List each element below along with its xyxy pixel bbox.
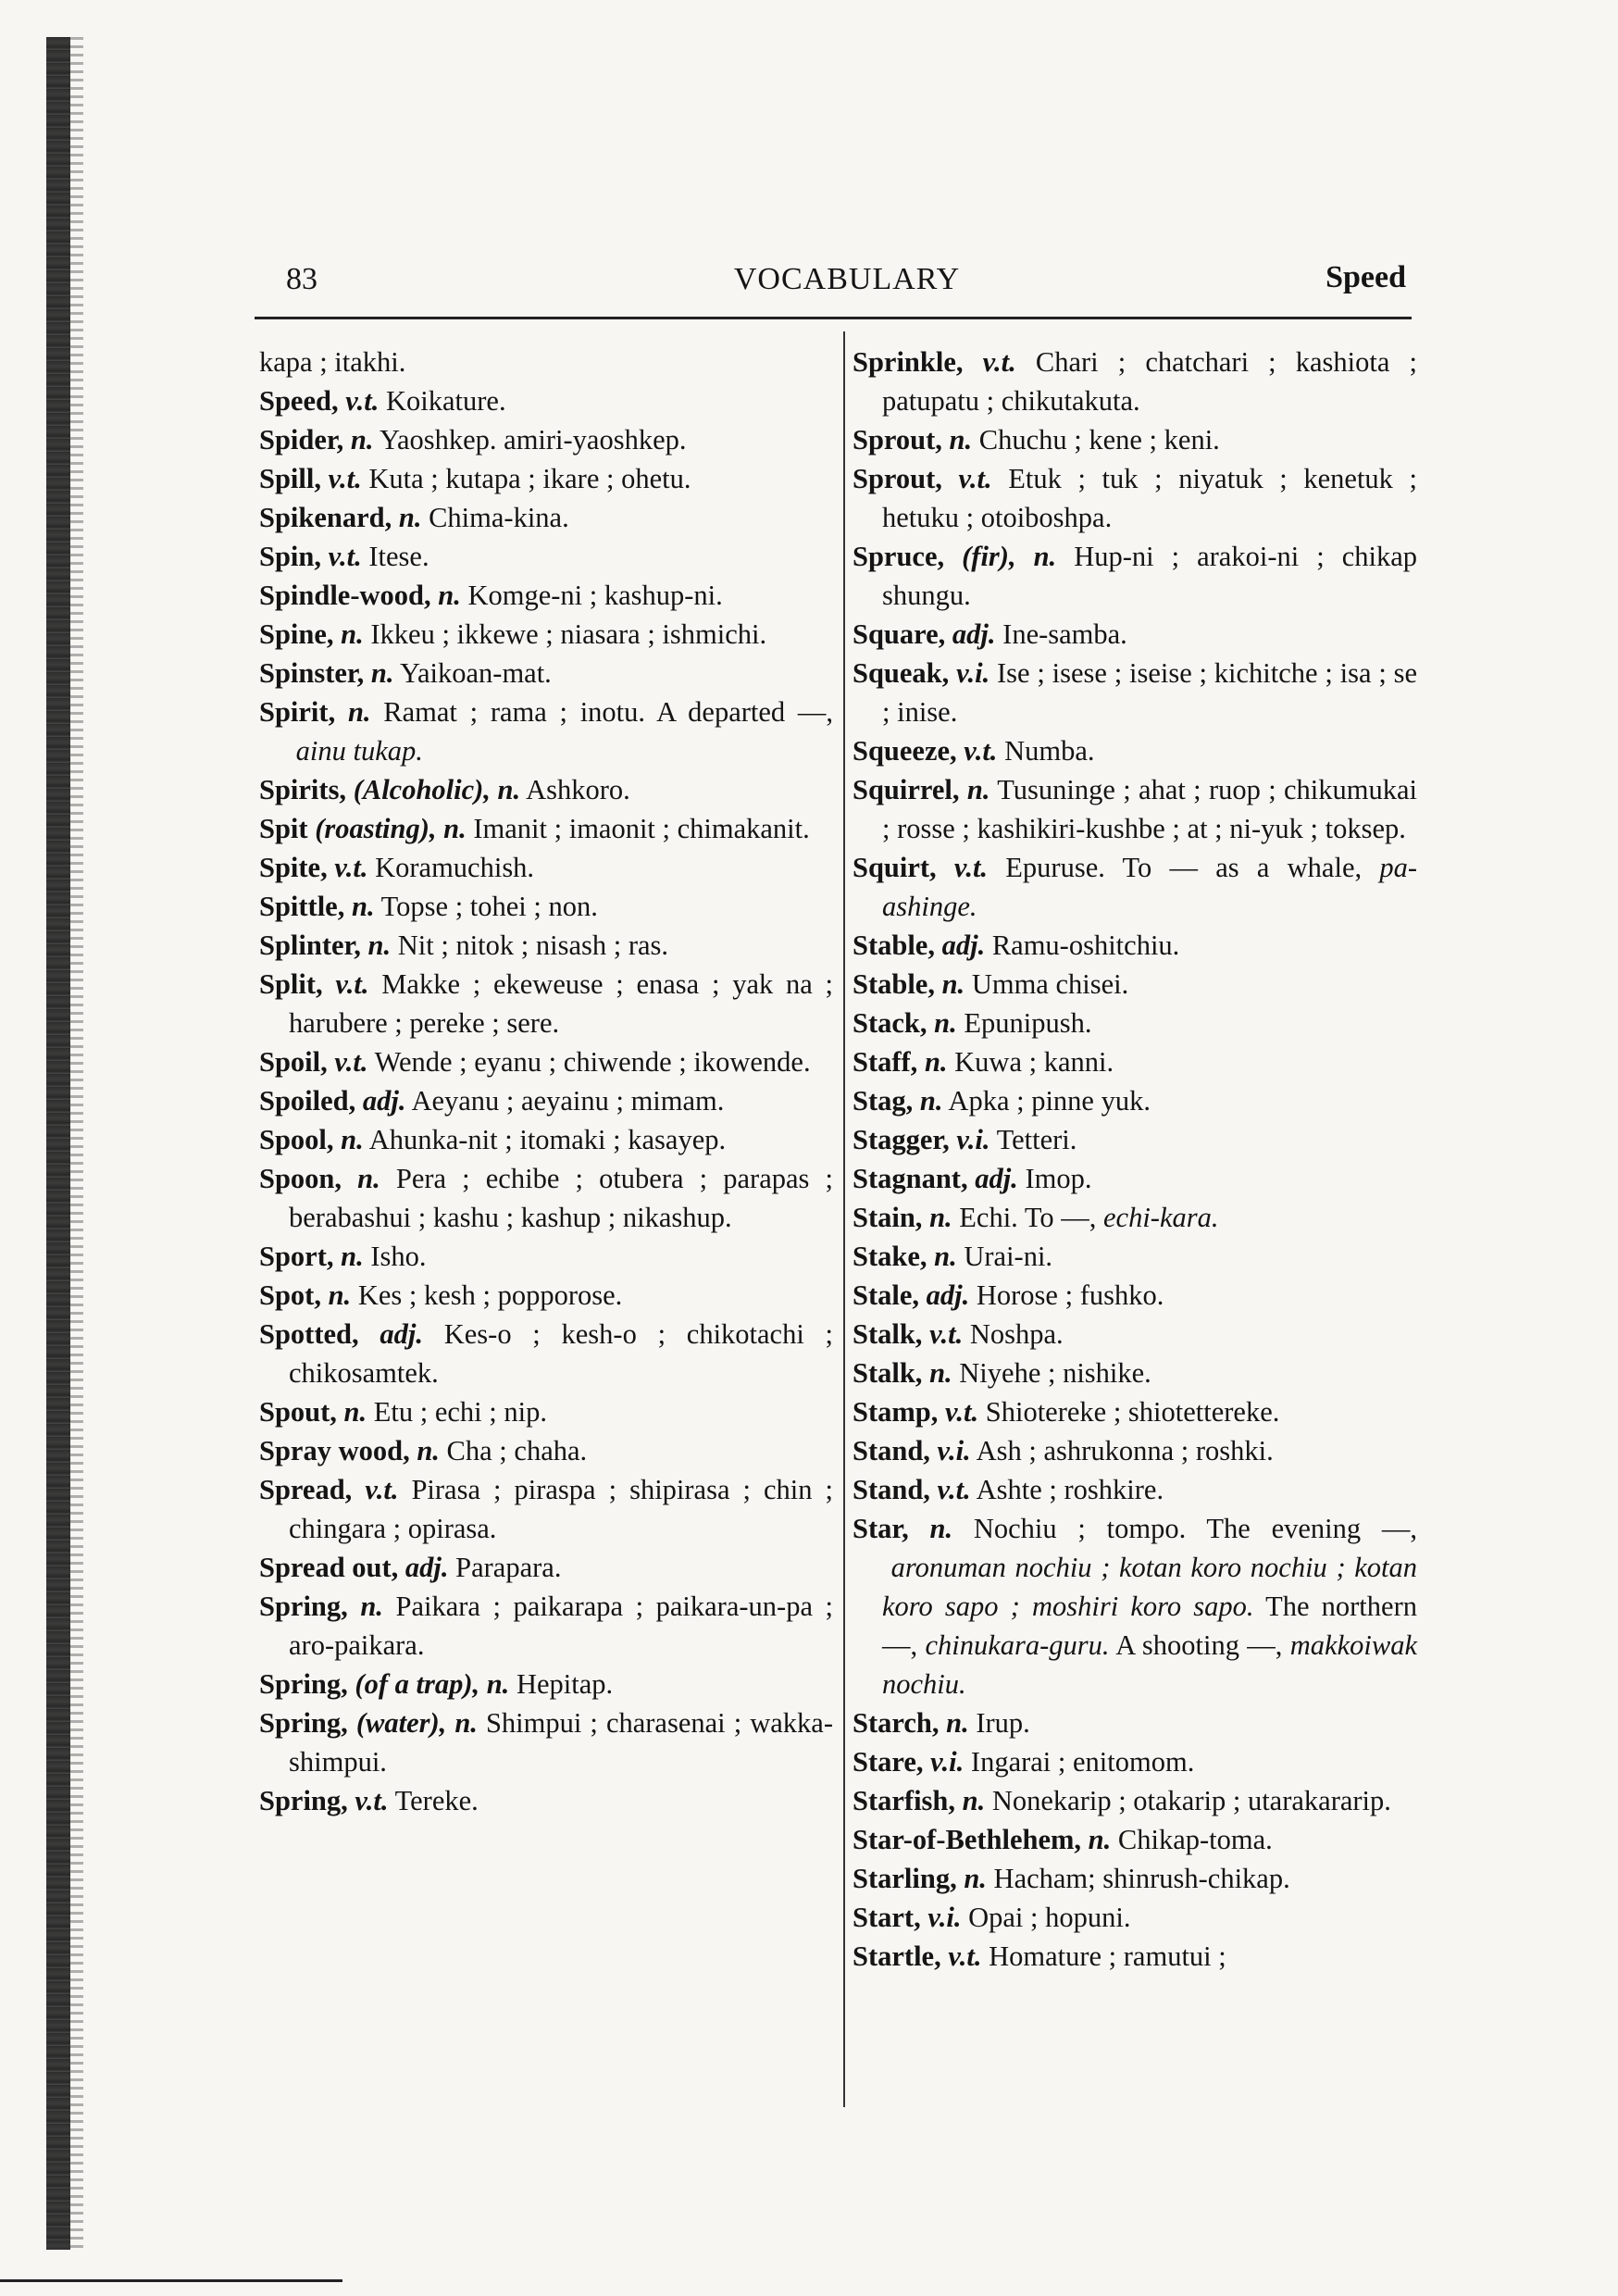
entry-part-of-speech: v.t.	[335, 968, 369, 1000]
dictionary-entry	[853, 848, 1417, 926]
entry-definition: Chuchu ; kene ; keni.	[978, 424, 1220, 455]
dictionary-entry	[259, 1431, 833, 1470]
entry-part-of-speech: adj.	[952, 618, 996, 650]
dictionary-entry	[259, 1120, 833, 1159]
entry-definition: Kuta ; kutapa ; ikare ; ohetu.	[368, 463, 691, 494]
entry-part-of-speech: adj.	[941, 930, 986, 961]
entry-definition: Umma chisei.	[971, 968, 1129, 1000]
dictionary-entry	[853, 1354, 1417, 1392]
entry-headword: Spider,	[259, 424, 344, 455]
dictionary-entry	[259, 615, 833, 654]
entry-headword: Spindle-wood,	[259, 580, 431, 611]
entry-headword: Sprout,	[853, 424, 942, 455]
entry-part-of-speech: v.t.	[982, 346, 1016, 378]
entry-definition: Horose ; fushko.	[976, 1279, 1164, 1311]
entry-part-of-speech: n.	[357, 1163, 380, 1194]
entry-part-of-speech: v.t.	[953, 852, 989, 883]
entry-headword: Spoiled,	[259, 1085, 356, 1117]
entry-definition: Imanit ; imaonit ; chimakanit.	[473, 813, 810, 844]
entry-headword: Spot,	[259, 1279, 321, 1311]
entry-definition: Imop.	[1025, 1163, 1092, 1194]
entry-definition: Ashkoro.	[526, 774, 630, 805]
entry-part-of-speech: n.	[367, 930, 392, 961]
entry-definition: Parapara.	[455, 1552, 562, 1583]
entry-headword: Squirrel,	[853, 774, 960, 805]
dictionary-entry	[853, 926, 1417, 965]
binding-shadow	[70, 37, 83, 2250]
dictionary-entry	[853, 1004, 1417, 1042]
entry-part-of-speech: adj.	[926, 1279, 970, 1311]
entry-headword: Star,	[853, 1513, 909, 1544]
entry-headword: Stand,	[853, 1474, 930, 1505]
dictionary-entry	[259, 654, 833, 693]
entry-definition: Topse ; tohei ; non.	[380, 891, 598, 922]
entry-definition: Kes-o ; kesh-o ; chikotachi ; chikosamtek.	[289, 1318, 834, 1389]
entry-headword: Stable,	[853, 930, 935, 961]
entry-part-of-speech: n.	[341, 1241, 364, 1272]
entry-definition: Ramat ; rama ; inotu. A departed —,	[383, 696, 834, 728]
dictionary-entry	[259, 1470, 833, 1548]
entry-headword: Sprinkle,	[853, 346, 964, 378]
entry-headword: Spoil,	[259, 1046, 328, 1078]
entry-headword: Stalk,	[853, 1318, 923, 1350]
dictionary-entry	[259, 498, 833, 537]
dictionary-entry	[853, 1509, 1417, 1703]
entry-definition: Tusuninge ; ahat ; ruop ; chikumukai ; rosse ; kashikiri-kushbe ; at ; ni-yuk ; toksep.	[882, 774, 1418, 844]
entry-headword: Starch,	[853, 1707, 940, 1739]
entry-headword: Square,	[853, 618, 946, 650]
dictionary-entry	[259, 1781, 833, 1820]
entry-definition: Itese.	[368, 541, 429, 572]
dictionary-entry	[853, 1820, 1417, 1859]
entry-definition: The northern —,	[882, 1591, 1417, 1661]
dictionary-entry	[853, 1703, 1417, 1742]
dictionary-entry	[259, 693, 833, 770]
entry-definition: Noshpa.	[969, 1318, 1064, 1350]
dictionary-entry	[259, 1392, 833, 1431]
entry-part-of-speech: n.	[946, 1707, 969, 1739]
right-column	[853, 343, 1417, 1976]
entry-part-of-speech: adj.	[404, 1552, 449, 1583]
dictionary-entry	[853, 1898, 1417, 1937]
column-divider	[843, 331, 845, 2107]
entry-definition: Ahunka-nit ; itomaki ; kasayep.	[368, 1124, 727, 1155]
entry-definition: Ikkeu ; ikkewe ; niasara ; ishmichi.	[370, 618, 767, 650]
entry-definition: Nit ; nitok ; nisash ; ras.	[397, 930, 669, 961]
page-header	[282, 255, 1412, 310]
entry-definition: Aeyanu ; aeyainu ; mimam.	[411, 1085, 725, 1117]
entry-part-of-speech: n.	[964, 1863, 987, 1894]
entry-definition: Ise ; isese ; iseise ; kichitche ; isa ; se ; inise.	[882, 657, 1417, 728]
dictionary-entry	[259, 576, 833, 615]
entry-part-of-speech: n.	[934, 1241, 957, 1272]
entry-definition: kapa ; itakhi.	[259, 346, 406, 378]
dictionary-entry	[259, 770, 833, 809]
entry-headword: Speed,	[259, 385, 339, 417]
dictionary-entry	[853, 1781, 1417, 1820]
entry-part-of-speech: v.t.	[958, 463, 992, 494]
dictionary-entry	[259, 809, 833, 848]
entry-definition: Apka ; pinne yuk.	[948, 1085, 1151, 1117]
entry-headword: Start,	[853, 1902, 921, 1933]
dictionary-entry	[259, 965, 833, 1042]
entry-definition: Epunipush.	[964, 1007, 1092, 1039]
entry-headword: Stack,	[853, 1007, 927, 1039]
dictionary-entry	[853, 1470, 1417, 1509]
entry-ainu-gloss: aronuman nochiu ; kotan koro nochiu ; kotan koro sapo ; moshiri koro sapo.	[882, 1552, 1417, 1622]
entry-part-of-speech: v.i.	[930, 1746, 965, 1778]
entry-definition: Ashte ; roshkire.	[976, 1474, 1164, 1505]
entry-part-of-speech: n.	[924, 1046, 948, 1078]
entry-part-of-speech: n.	[341, 618, 364, 650]
entry-part-of-speech: v.t.	[929, 1318, 964, 1350]
entry-definition: Paikara ; paikarapa ; paikara-un-pa ; aro-paikara.	[289, 1591, 834, 1661]
entry-part-of-speech: v.i.	[956, 657, 990, 689]
entry-definition: Niyehe ; nishike.	[959, 1357, 1151, 1389]
dictionary-entry	[853, 1859, 1417, 1898]
entry-headword: Stale,	[853, 1279, 920, 1311]
entry-part-of-speech: v.t.	[328, 541, 362, 572]
entry-part-of-speech: n.	[398, 502, 422, 533]
entry-definition: Urai-ni.	[964, 1241, 1053, 1272]
entry-definition: Hacham; shinrush-chikap.	[993, 1863, 1290, 1894]
entry-headword: Stare,	[853, 1746, 924, 1778]
entry-ainu-gloss: makkoiwak nochiu.	[882, 1629, 1417, 1700]
dictionary-entry	[853, 420, 1417, 459]
entry-part-of-speech: n.	[929, 1202, 952, 1233]
entry-definition: Ash ; ashrukonna ; roshki.	[976, 1435, 1274, 1466]
entry-ainu-gloss: chinukara-guru.	[925, 1629, 1110, 1661]
entry-definition: Makke ; ekeweuse ; enasa ; yak na ; harubere ; pereke ; sere.	[289, 968, 833, 1039]
entry-definition: Wende ; eyanu ; chiwende ; ikowende.	[374, 1046, 811, 1078]
entry-part-of-speech: v.t.	[334, 1046, 368, 1078]
entry-part-of-speech: n.	[417, 1435, 440, 1466]
dictionary-entry	[259, 1159, 833, 1237]
entry-definition: Ramu-oshitchiu.	[991, 930, 1180, 961]
entry-part-of-speech: n.	[1088, 1824, 1112, 1855]
entry-headword: Spread,	[259, 1474, 353, 1505]
entry-part-of-speech: v.t.	[328, 463, 362, 494]
entry-headword: Squeak,	[853, 657, 950, 689]
entry-part-of-speech: v.t.	[355, 1785, 389, 1816]
entry-part-of-speech: v.i.	[956, 1124, 990, 1155]
dictionary-entry	[259, 1548, 833, 1587]
entry-headword: Sport,	[259, 1241, 334, 1272]
entry-part-of-speech: v.t.	[964, 735, 998, 767]
dictionary-entry	[853, 1042, 1417, 1081]
entry-headword: Spring,	[259, 1668, 348, 1700]
entry-definition: Yaoshkep. amiri-yaoshkep.	[379, 424, 687, 455]
entry-definition: Pirasa ; piraspa ; shipirasa ; chin ; chingara ; opirasa.	[289, 1474, 834, 1544]
dictionary-entry	[259, 420, 833, 459]
entry-headword: Stain,	[853, 1202, 923, 1233]
dictionary-entry	[259, 459, 833, 498]
entry-part-of-speech: n.	[438, 580, 461, 611]
entry-definition: Nonekarip ; otakarip ; utarakararip.	[991, 1785, 1391, 1816]
entry-part-of-speech: v.t.	[365, 1474, 399, 1505]
dictionary-entry	[853, 1159, 1417, 1198]
entry-part-of-speech: n.	[919, 1085, 943, 1117]
entry-definition: A shooting —,	[1115, 1629, 1283, 1661]
dictionary-entry	[259, 1276, 833, 1315]
dictionary-entry	[853, 1237, 1417, 1276]
entry-headword: Stake,	[853, 1241, 927, 1272]
dictionary-entry	[259, 537, 833, 576]
entry-headword: Staff,	[853, 1046, 918, 1078]
entry-ainu-gloss: pa-ashinge.	[882, 852, 1418, 922]
entry-headword: Stamp,	[853, 1396, 939, 1428]
left-column	[259, 343, 833, 1820]
entry-part-of-speech: n.	[351, 891, 375, 922]
entry-definition: Chima-kina.	[429, 502, 569, 533]
entry-definition: Chari ; chatchari ; kashiota ; patupatu ; chikutakuta.	[882, 346, 1417, 417]
entry-part-of-speech: v.i.	[937, 1435, 971, 1466]
entry-part-of-speech: v.t.	[345, 385, 380, 417]
entry-definition: Shiotereke ; shiotettereke.	[985, 1396, 1280, 1428]
entry-headword: Spread out,	[259, 1552, 399, 1583]
entry-definition: Etuk ; tuk ; niyatuk ; kenetuk ; hetuku ; otoiboshpa.	[882, 463, 1418, 533]
entry-headword: Stagger,	[853, 1124, 950, 1155]
entry-part-of-speech: n.	[934, 1007, 957, 1039]
entry-part-of-speech: n.	[350, 424, 374, 455]
entry-part-of-speech: n.	[370, 657, 394, 689]
dictionary-entry	[853, 1392, 1417, 1431]
entry-definition: Chikap-toma.	[1117, 1824, 1273, 1855]
dictionary-entry	[853, 965, 1417, 1004]
entry-part-of-speech: (fir), n.	[962, 541, 1057, 572]
entry-definition: Opai ; hopuni.	[968, 1902, 1131, 1933]
entry-ainu-gloss: ainu tukap.	[295, 735, 423, 767]
dictionary-entry	[259, 848, 833, 887]
entry-part-of-speech: (roasting), n.	[315, 813, 467, 844]
entry-headword: Spin,	[259, 541, 321, 572]
dictionary-entry	[853, 1431, 1417, 1470]
entry-headword: Spinster,	[259, 657, 365, 689]
entry-headword: Startle,	[853, 1940, 941, 1972]
entry-part-of-speech: v.t.	[948, 1940, 982, 1972]
dictionary-entry	[853, 1276, 1417, 1315]
dictionary-entry	[853, 459, 1417, 537]
entry-definition: Ingarai ; enitomom.	[970, 1746, 1195, 1778]
entry-headword: Starling,	[853, 1863, 957, 1894]
entry-headword: Spray wood,	[259, 1435, 410, 1466]
entry-headword: Spruce,	[853, 541, 945, 572]
entry-headword: Spout,	[259, 1396, 337, 1428]
dictionary-entry	[259, 1237, 833, 1276]
entry-definition: Yaikoan-mat.	[400, 657, 552, 689]
entry-headword: Spring,	[259, 1785, 348, 1816]
entry-headword: Spine,	[259, 618, 334, 650]
entry-definition: Koramuchish.	[375, 852, 535, 883]
guide-word: Speed	[1326, 260, 1406, 294]
entry-part-of-speech: n.	[962, 1785, 986, 1816]
entry-definition: Komge-ni ; kashup-ni.	[467, 580, 723, 611]
entry-definition: Irup.	[976, 1707, 1030, 1739]
running-title: VOCABULARY	[733, 262, 961, 296]
entry-part-of-speech: n.	[966, 774, 990, 805]
dictionary-entry	[853, 1937, 1417, 1976]
dictionary-entry	[259, 1665, 833, 1703]
entry-part-of-speech: n.	[929, 1513, 953, 1544]
entry-definition: Kes ; kesh ; popporose.	[357, 1279, 623, 1311]
entry-headword: Squeeze,	[853, 735, 957, 767]
entry-part-of-speech: v.t.	[945, 1396, 979, 1428]
entry-part-of-speech: (water), n.	[355, 1707, 478, 1739]
entry-part-of-speech: n.	[341, 1124, 364, 1155]
entry-definition: Hepitap.	[516, 1668, 614, 1700]
dictionary-entry	[259, 1081, 833, 1120]
entry-part-of-speech: n.	[949, 424, 973, 455]
header-rule	[255, 317, 1412, 319]
dictionary-entry	[259, 1587, 833, 1665]
entry-headword: Spite,	[259, 852, 328, 883]
entry-headword: Sprout,	[853, 463, 942, 494]
entry-definition: Homature ; ramutui ;	[989, 1940, 1226, 1972]
entry-definition: Pera ; echibe ; otubera ; parapas ; berabashui ; kashu ; kashup ; nikashup.	[289, 1163, 833, 1233]
dictionary-entry	[853, 770, 1417, 848]
entry-part-of-speech: adj.	[975, 1163, 1018, 1194]
entry-headword: Squirt,	[853, 852, 937, 883]
entry-definition: Kuwa ; kanni.	[954, 1046, 1114, 1078]
entry-ainu-gloss: echi-kara.	[1103, 1202, 1219, 1233]
dictionary-entry	[259, 1703, 833, 1781]
dictionary-entry	[853, 731, 1417, 770]
entry-definition: Cha ; chaha.	[446, 1435, 588, 1466]
entry-headword: Spirit,	[259, 696, 336, 728]
entry-part-of-speech: v.t.	[937, 1474, 971, 1505]
entry-definition: Echi. To —,	[959, 1202, 1097, 1233]
entry-headword: Stag,	[853, 1085, 914, 1117]
dictionary-entry	[259, 1042, 833, 1081]
entry-part-of-speech: n.	[941, 968, 965, 1000]
page-number: 83	[286, 262, 317, 296]
entry-headword: Stalk,	[853, 1357, 923, 1389]
dictionary-entry	[259, 926, 833, 965]
book-binding-edge	[46, 37, 70, 2250]
entry-headword: Spoon,	[259, 1163, 342, 1194]
entry-definition: Ine-samba.	[1002, 618, 1127, 650]
entry-definition: Tereke.	[394, 1785, 479, 1816]
entry-part-of-speech: n.	[347, 696, 371, 728]
entry-definition: Numba.	[1004, 735, 1095, 767]
entry-part-of-speech: n.	[360, 1591, 383, 1622]
entry-headword: Spring,	[259, 1707, 348, 1739]
entry-headword: Spittle,	[259, 891, 345, 922]
entry-headword: Star-of-Bethlehem,	[853, 1824, 1082, 1855]
dictionary-entry	[853, 1742, 1417, 1781]
entry-definition: Isho.	[370, 1241, 427, 1272]
dictionary-entry	[853, 537, 1417, 615]
entry-headword: Spotted,	[259, 1318, 359, 1350]
entry-headword: Spikenard,	[259, 502, 392, 533]
entry-headword: Starfish,	[853, 1785, 955, 1816]
entry-definition: Shimpui ; charasenai ; wakka-shimpui.	[289, 1707, 833, 1778]
entry-definition: Koikature.	[385, 385, 506, 417]
dictionary-entry	[259, 887, 833, 926]
entry-definition: Tetteri.	[996, 1124, 1077, 1155]
dictionary-entry	[853, 1081, 1417, 1120]
dictionary-entry	[853, 1120, 1417, 1159]
entry-headword: Split,	[259, 968, 323, 1000]
dictionary-entry	[853, 1315, 1417, 1354]
entry-headword: Spring,	[259, 1591, 348, 1622]
dictionary-entry	[259, 343, 833, 381]
dictionary-entry	[259, 1315, 833, 1392]
entry-headword: Stable,	[853, 968, 935, 1000]
entry-part-of-speech: n.	[343, 1396, 367, 1428]
entry-definition: Nochiu ; tompo. The evening —,	[973, 1513, 1418, 1544]
entry-part-of-speech: (of a trap), n.	[355, 1668, 510, 1700]
entry-headword: Spit	[259, 813, 308, 844]
entry-part-of-speech: (Alcoholic), n.	[353, 774, 521, 805]
dictionary-entry	[853, 343, 1417, 420]
entry-part-of-speech: v.t.	[334, 852, 368, 883]
entry-headword: Stand,	[853, 1435, 930, 1466]
footer-rule	[0, 2279, 342, 2282]
entry-part-of-speech: adj.	[362, 1085, 406, 1117]
entry-definition: Etu ; echi ; nip.	[373, 1396, 547, 1428]
entry-headword: Spill,	[259, 463, 321, 494]
entry-part-of-speech: v.i.	[927, 1902, 962, 1933]
entry-part-of-speech: n.	[328, 1279, 352, 1311]
dictionary-entry	[853, 1198, 1417, 1237]
dictionary-entry	[853, 615, 1417, 654]
entry-headword: Spool,	[259, 1124, 334, 1155]
entry-headword: Splinter,	[259, 930, 361, 961]
entry-part-of-speech: n.	[929, 1357, 952, 1389]
entry-part-of-speech: adj.	[380, 1318, 423, 1350]
entry-definition: Hup-ni ; arakoi-ni ; chikap shungu.	[882, 541, 1417, 611]
dictionary-entry	[853, 654, 1417, 731]
entry-headword: Stagnant,	[853, 1163, 968, 1194]
entry-definition: Epuruse. To — as a whale,	[1005, 852, 1363, 883]
dictionary-entry	[259, 381, 833, 420]
entry-headword: Spirits,	[259, 774, 347, 805]
